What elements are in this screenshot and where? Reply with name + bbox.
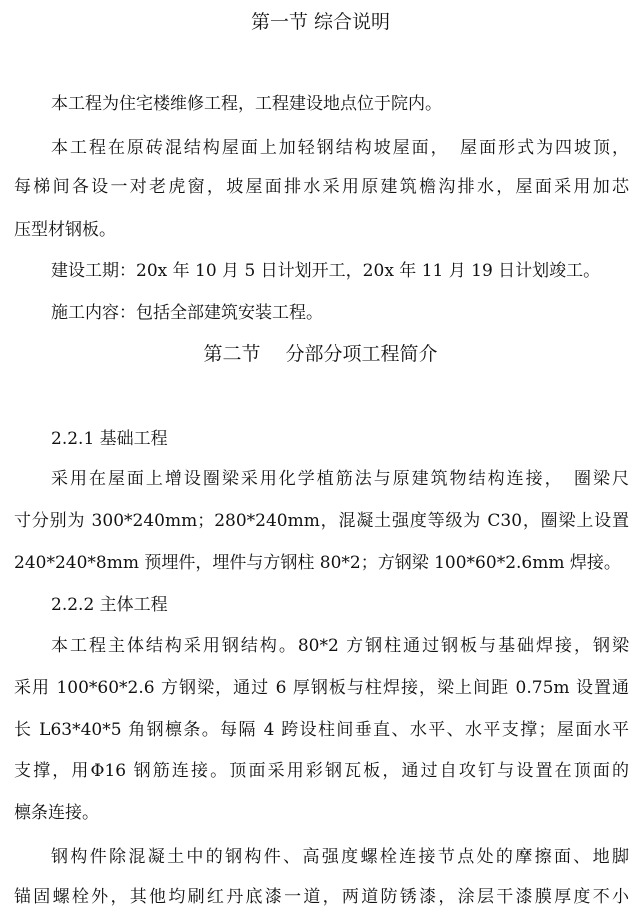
section-2-title: 第二节 分部分项工程简介 <box>203 343 438 365</box>
main-structure-line-1: 本工程主体结构采用钢结构。80*2 方钢柱通过钢板与基础焊接，钢梁 <box>51 636 629 656</box>
construction-content-text: 施工内容：包括全部建筑安装工程。 <box>51 303 323 323</box>
construction-period-text: 建设工期：20x 年 10 月 5 日计划开工，20x 年 11 月 19 日计划竣工。 <box>51 261 601 281</box>
subsection-2-2-1-heading: 2.2.1 基础工程 <box>51 429 168 449</box>
main-structure-line-5: 檩条连接。 <box>14 803 99 823</box>
foundation-text-line-1: 采用在屋面上增设圈梁采用化学植筋法与原建筑物结构连接， 圈梁尺 <box>51 469 629 489</box>
section-1-paragraph-2-line-1: 本工程在原砖混结构屋面上加轻钢结构坡屋面， 屋面形式为四坡顶， <box>51 138 629 158</box>
steel-coating-line-2: 锚固螺栓外，其他均刷红丹底漆一道，两道防锈漆，涂层干漆膜厚度不小 <box>14 887 629 907</box>
section-1-paragraph-2-line-3: 压型材钢板。 <box>14 220 116 240</box>
section-1-title: 第一节 综合说明 <box>250 11 391 33</box>
foundation-text-line-2: 寸分别为 300*240mm；280*240mm，混凝土强度等级为 C30，圈梁上设置 <box>14 511 629 531</box>
main-structure-line-3: 长 L63*40*5 角钢檩条。每隔 4 跨设柱间垂直、水平、水平支撑；屋面水平 <box>14 720 629 740</box>
steel-coating-line-1: 钢构件除混凝土中的钢构件、高强度螺栓连接节点处的摩擦面、地脚 <box>51 847 629 867</box>
main-structure-line-2: 采用 100*60*2.6 方钢梁，通过 6 厚钢板与柱焊接，梁上间距 0.75m 设置通 <box>14 678 629 698</box>
section-1-paragraph-1: 本工程为住宅楼维修工程，工程建设地点位于院内。 <box>51 94 442 114</box>
main-structure-line-4: 支撑，用Φ16 钢筋连接。顶面采用彩钢瓦板，通过自攻钉与设置在顶面的 <box>14 761 629 781</box>
section-1-paragraph-2-line-2: 每梯间各设一对老虎窗，坡屋面排水采用原建筑檐沟排水，屋面采用加芯 <box>14 177 629 197</box>
foundation-text-line-3: 240*240*8mm 预埋件，埋件与方钢柱 80*2；方钢梁 100*60*2.6mm 焊接。 <box>14 553 621 573</box>
subsection-2-2-2-heading: 2.2.2 主体工程 <box>51 595 168 615</box>
